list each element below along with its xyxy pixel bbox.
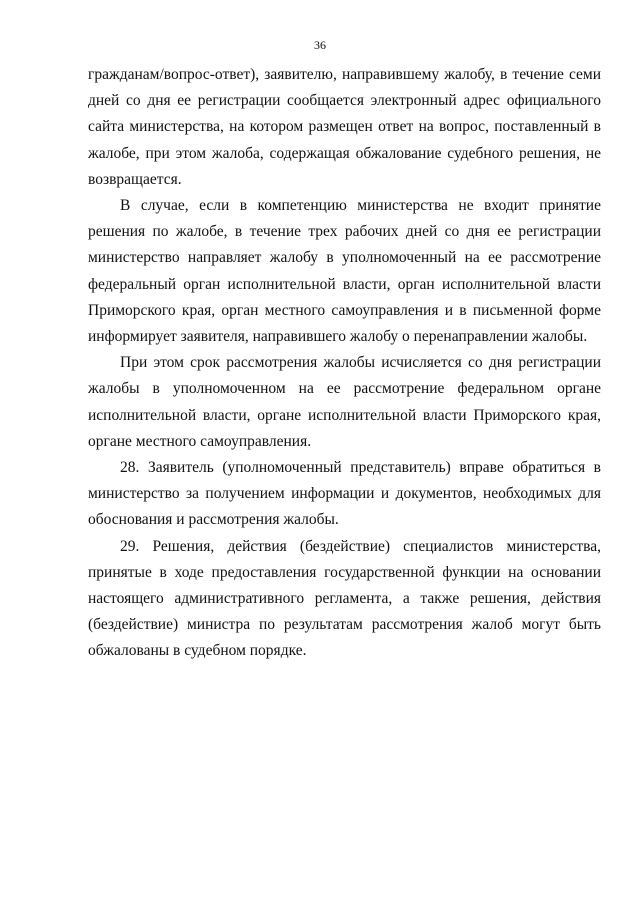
page-number: 36 bbox=[314, 38, 326, 52]
paragraph-continuation: гражданам/вопрос-ответ), заявителю, направившему жалобу, в течение семи дней со дня ее регистрации сообщается электронный адрес официального сайта министерства, на котором размещен ответ на вопрос, поставленный в жалобе, при этом жалоба, содержащая обжалование судебного решения, не возвращается. bbox=[88, 66, 601, 188]
paragraph-review-period: При этом срок рассмотрения жалобы исчисляется со дня регистрации жалобы в уполномоченном на ее рассмотрение федеральном органе исполнительной власти, органе исполнительной власти Приморского края, органе местного самоуправления. bbox=[88, 354, 601, 450]
paragraph-item-28: 28. Заявитель (уполномоченный представитель) вправе обратиться в министерство за получением информации и документов, необходимых для обоснования и рассмотрения жалобы. bbox=[88, 459, 601, 529]
paragraph-redirect-complaint: В случае, если в компетенцию министерства не входит принятие решения по жалобе, в течение трех рабочих дней со дня ее регистрации министерство направляет жалобу в уполномоченный на ее рассмотрение федеральный орган исполнительной власти, орган исполнительной власти Приморского края, орган местного самоуправления и в письменной форме информирует заявителя, направившего жалобу о перенаправлении жалобы. bbox=[88, 197, 601, 346]
document-body bbox=[88, 62, 601, 665]
paragraph-item-29: 29. Решения, действия (бездействие) специалистов министерства, принятые в ходе предоставления государственной функции на основании настоящего административного регламента, а также решения, действия (бездействие) министра по результатам рассмотрения жалоб могут быть обжалованы в судебном порядке. bbox=[88, 537, 601, 660]
